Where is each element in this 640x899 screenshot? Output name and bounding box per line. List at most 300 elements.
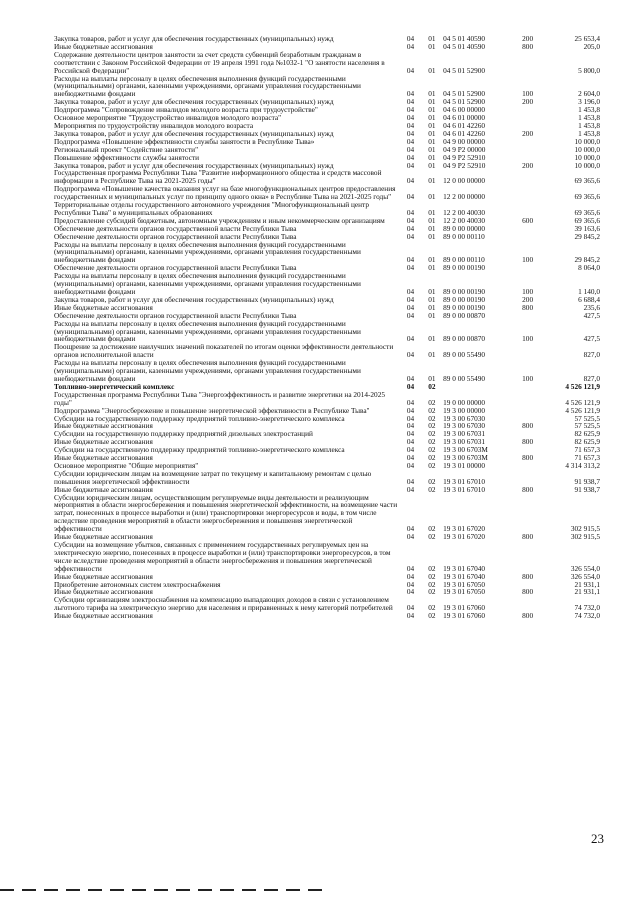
cell-csr: 04 6 01 00000 [443, 113, 486, 123]
cell-csr: 19 3 00 67030 [443, 421, 486, 431]
cell-csr: 04 5 01 40590 [443, 34, 486, 43]
cell-pr: 01 [428, 373, 436, 383]
cell-rz: 04 [406, 89, 415, 99]
cell-sum: 4 314 313,2 [565, 460, 600, 470]
cell-pr: 02 [428, 405, 436, 415]
cell-pr: 01 [428, 128, 436, 138]
cell-pr: 01 [428, 89, 436, 99]
cell-name: Поощрение за достижение наилучших значений показателей по итогам оценки эффективности деятельности органов исполнительной власти [54, 342, 394, 360]
cell-sum: 74 732,0 [574, 603, 600, 613]
cell-pr: 02 [428, 611, 436, 621]
cell-name: Иные бюджетные ассигнования [54, 421, 153, 431]
cell-vr [514, 51, 540, 75]
cell-name: Содержание деятельности центров занятости за счет средств субвенций безработным гражданам в соответствии с Законом Российской Федерации от 19 апреля 1991 года №1032-1 "О занятости населения в Российской Федерации" [54, 49, 385, 75]
cell-sum: 21 931,1 [574, 587, 600, 597]
cell-sum: 5 800,0 [578, 65, 600, 75]
table-row [54, 494, 600, 534]
cell-pr: 02 [428, 587, 436, 597]
cell-sum: 427,5 [583, 334, 600, 344]
cell-csr: 19 3 00 00000 [443, 405, 486, 415]
cell-rz: 04 [406, 421, 415, 431]
cell-name: Субсидии на возмещение убытков, связанных с применением государственных регулируемых цен на электрическую энергию, понесенных в процессе выработки и (или) транспортировки энергоресурсов, в том числе вследствие проведения мероприятий в области энергосбережения и повышения энергетической эффективности [54, 540, 391, 573]
cell-sum: 6 688,4 [578, 294, 600, 304]
cell-pr: 01 [428, 144, 436, 154]
cell-csr: 19 3 01 67020 [443, 532, 486, 542]
cell-pr: 01 [428, 263, 436, 273]
cell-vr [514, 114, 540, 122]
cell-csr: 19 3 01 67060 [443, 611, 486, 621]
cell-pr: 02 [428, 429, 436, 439]
cell-name: Субсидии организациям электроснабжения на компенсацию выпадающих доходов в связи с установлением льготного тарифа на электрическую энергию для населения и приравненных к нему категорий потребителей [54, 595, 393, 613]
cell-vr: 800 [522, 587, 534, 597]
cell-sum: 69 365,6 [574, 176, 600, 186]
cell-vr [514, 185, 540, 201]
table-row [54, 391, 600, 407]
cell-rz: 04 [406, 215, 415, 225]
cell-sum: 302 915,5 [570, 532, 600, 542]
cell-csr: 19 3 01 67020 [443, 524, 486, 534]
cell-csr: 89 0 00 00190 [443, 302, 486, 312]
cell-csr: 04 5 01 52900 [443, 89, 486, 99]
cell-csr [443, 383, 514, 391]
cell-sum: 29 845,2 [574, 231, 600, 241]
cell-rz: 04 [406, 532, 415, 542]
cell-name: Закупка товаров, работ и услуг для обеспечения государственных (муниципальных) нужд [54, 294, 334, 304]
footer-divider [0, 889, 330, 891]
cell-sum: 29 845,2 [574, 255, 600, 265]
page-number: 23 [591, 831, 604, 846]
cell-vr [514, 106, 540, 114]
cell-pr: 01 [428, 207, 436, 217]
cell-sum: 10 000,0 [574, 136, 600, 146]
cell-sum: 1 453,8 [578, 105, 600, 115]
cell-vr [514, 312, 540, 320]
cell-rz: 04 [406, 350, 415, 360]
cell-rz: 04 [406, 334, 415, 344]
cell-sum: 326 554,0 [570, 571, 600, 581]
cell-csr: 19 3 01 67060 [443, 603, 486, 613]
cell-name: Субсидии на государственную поддержку предприятий топливно-энергетического комплекса [54, 445, 345, 455]
cell-sum: 2 604,0 [578, 89, 600, 99]
cell-sum: 69 365,6 [574, 192, 600, 202]
cell-name: Иные бюджетные ассигнования [54, 571, 153, 581]
cell-pr: 02 [428, 413, 436, 423]
cell-rz: 04 [406, 176, 415, 186]
cell-rz: 04 [406, 34, 415, 43]
cell-rz: 04 [406, 231, 415, 241]
cell-vr [514, 225, 540, 233]
cell-name: Расходы на выплаты персоналу в целях обеспечения выполнения функций государственными (муниципальными) органами, казенными учреждениями, органами управления государственными внебюджетными фондами [54, 358, 361, 383]
cell-pr: 02 [428, 476, 436, 486]
cell-name: Приобретение автономных систем электроснабжения [54, 579, 221, 589]
cell-rz: 04 [406, 105, 415, 115]
cell-csr: 19 3 00 6703M [443, 453, 488, 463]
cell-name: Региональный проект "Содействие занятости" [54, 144, 199, 154]
cell-csr: 89 0 00 00190 [443, 287, 486, 296]
cell-vr [514, 407, 540, 415]
cell-pr: 02 [428, 421, 436, 431]
cell-sum: 827,0 [583, 350, 600, 360]
cell-rz: 04 [406, 160, 415, 170]
cell-pr: 01 [428, 215, 436, 225]
cell-name: Иные бюджетные ассигнования [54, 532, 153, 542]
cell-name: Основное мероприятие "Трудоустройство инвалидов молодого возраста" [54, 113, 282, 123]
cell-vr: 800 [522, 453, 534, 463]
cell-csr: 19 0 00 00000 [443, 397, 486, 407]
cell-csr: 04 9 P2 52910 [443, 152, 486, 162]
cell-vr [514, 201, 540, 217]
cell-pr: 01 [428, 302, 436, 312]
cell-vr: 100 [522, 287, 534, 296]
cell-name: Расходы на выплаты персоналу в целях обеспечения выполнения функций государственными (муниципальными) органами, казенными учреждениями, органами управления государственными внебюджетными фондами [54, 73, 361, 99]
cell-rz: 04 [406, 192, 415, 202]
cell-rz: 04 [406, 587, 415, 597]
cell-csr: 12 2 00 40030 [443, 207, 486, 217]
cell-vr: 800 [522, 302, 534, 312]
cell-csr: 04 9 P2 00000 [443, 144, 486, 154]
cell-name: Закупка товаров, работ и услуг для обеспечения государственных (муниципальных) нужд [54, 97, 334, 107]
cell-vr: 800 [522, 532, 534, 542]
cell-rz: 04 [406, 263, 415, 273]
cell-name: Субсидии на государственную поддержку предприятий топливно-энергетического комплекса [54, 413, 345, 423]
cell-pr: 01 [428, 152, 436, 162]
cell-name: Иные бюджетные ассигнования [54, 453, 153, 463]
cell-csr: 19 3 00 6703M [443, 445, 488, 455]
cell-csr: 04 5 01 52900 [443, 65, 486, 75]
cell-pr: 01 [428, 97, 436, 107]
cell-sum: 10 000,0 [574, 160, 600, 170]
cell-pr: 02 [428, 381, 436, 391]
cell-sum: 4 526 121,9 [565, 381, 600, 391]
cell-vr: 800 [522, 571, 534, 581]
cell-sum: 4 526 121,9 [565, 397, 600, 407]
cell-sum: 57 525,5 [574, 421, 600, 431]
cell-rz: 04 [406, 413, 415, 423]
cell-name: Обеспечение деятельности органов государственной власти Республики Тыва [54, 231, 297, 241]
cell-rz: 04 [406, 287, 415, 296]
cell-sum: 25 653,4 [574, 34, 600, 43]
cell-pr: 02 [428, 563, 436, 573]
cell-vr [514, 383, 540, 391]
cell-vr: 200 [522, 128, 534, 138]
cell-name: Подпрограмма "Энергосбережение и повышение энергетической эффективности в Республике Тыва" [54, 405, 370, 415]
cell-vr: 200 [522, 294, 534, 304]
cell-pr: 01 [428, 136, 436, 146]
cell-name: Иные бюджетные ассигнования [54, 302, 153, 312]
table-row [54, 541, 600, 573]
cell-csr: 04 9 00 00000 [443, 136, 486, 146]
cell-csr: 19 3 01 67010 [443, 476, 486, 486]
cell-pr: 01 [428, 113, 436, 123]
cell-csr: 19 3 01 00000 [443, 460, 486, 470]
cell-rz: 04 [406, 152, 415, 162]
cell-rz: 04 [406, 128, 415, 138]
cell-csr: 19 3 01 67040 [443, 563, 486, 573]
cell-csr: 89 0 00 00190 [443, 294, 486, 304]
cell-vr: 800 [522, 41, 534, 51]
cell-vr [514, 264, 540, 272]
cell-name: Иные бюджетные ассигнования [54, 437, 153, 447]
cell-csr: 89 0 00 00870 [443, 334, 486, 344]
cell-name: Расходы на выплаты персоналу в целях обеспечения выполнения функций государственными (муниципальными) органами, казенными учреждениями, органами управления государственными внебюджетными фондами [54, 318, 361, 344]
cell-csr: 19 3 00 67031 [443, 429, 486, 439]
cell-rz: 04 [406, 310, 415, 320]
cell-sum: 427,5 [583, 310, 600, 320]
cell-csr: 89 0 00 00190 [443, 263, 486, 273]
table-row [54, 470, 600, 486]
cell-vr [514, 169, 540, 185]
cell-sum: 1 140,0 [578, 287, 600, 296]
cell-vr [514, 541, 540, 573]
table-row [54, 359, 600, 383]
cell-name: Иные бюджетные ассигнования [54, 484, 153, 494]
table-row [54, 241, 600, 265]
cell-name: Государственная программа Республики Тыва "Энергоэффективность и развитие энергетики на 2014-2025 годы" [54, 389, 386, 407]
cell-rz: 04 [406, 41, 415, 51]
cell-vr: 800 [522, 421, 534, 431]
cell-pr: 02 [428, 437, 436, 447]
cell-pr: 01 [428, 294, 436, 304]
cell-csr: 89 0 00 00110 [443, 231, 485, 241]
table-row [54, 169, 600, 185]
cell-rz: 04 [406, 453, 415, 463]
cell-vr [514, 391, 540, 407]
cell-csr: 89 0 00 00110 [443, 255, 485, 265]
cell-csr: 04 9 P2 52910 [443, 160, 486, 170]
cell-pr: 02 [428, 579, 436, 589]
cell-pr: 01 [428, 287, 436, 296]
cell-sum: 8 064,0 [578, 263, 600, 273]
cell-name: Предоставление субсидий бюджетным, автономным учреждениям и иным некоммерческим организациям [54, 215, 385, 225]
cell-pr: 01 [428, 334, 436, 344]
cell-rz: 04 [406, 524, 415, 534]
cell-vr [514, 233, 540, 241]
cell-rz: 04 [406, 120, 415, 130]
cell-name: Основное мероприятие "Общие мероприятия" [54, 460, 199, 470]
cell-sum: 82 625,9 [574, 429, 600, 439]
cell-vr: 100 [522, 334, 534, 344]
cell-sum: 91 938,7 [574, 484, 600, 494]
cell-csr: 89 0 00 55490 [443, 350, 486, 360]
table-row [54, 320, 600, 344]
cell-name: Государственная программа Республики Тыва "Развитие информационного общества и средств массовой информации в Республике Тыва на 2021-2025 годы" [54, 168, 382, 186]
cell-sum: 21 931,1 [574, 579, 600, 589]
cell-csr: 89 0 00 00870 [443, 310, 486, 320]
cell-csr: 12 0 00 00000 [443, 176, 486, 186]
cell-name: Расходы на выплаты персоналу в целях обеспечения выполнения функций государственными (муниципальными) органами, казенными учреждениями, органами управления государственными внебюджетными фондами [54, 239, 361, 265]
cell-vr [514, 470, 540, 486]
cell-sum: 71 657,3 [574, 453, 600, 463]
cell-rz: 04 [406, 437, 415, 447]
cell-name: Иные бюджетные ассигнования [54, 611, 153, 621]
cell-name: Мероприятия по трудоустройству инвалидов молодого возраста [54, 120, 254, 130]
cell-vr [514, 138, 540, 146]
cell-pr: 01 [428, 310, 436, 320]
cell-name: Иные бюджетные ассигнования [54, 41, 153, 51]
table-row [54, 596, 600, 612]
cell-vr: 100 [522, 255, 534, 265]
cell-name: Обеспечение деятельности органов государственной власти Республики Тыва [54, 223, 297, 233]
cell-rz: 04 [406, 65, 415, 75]
cell-sum: 71 657,3 [574, 445, 600, 455]
cell-name: Субсидии юридическим лицам, осуществляющим регулируемые виды деятельности и реализующим мероприятия в области энергосбережения и повышения энергетической эффективности, на возмещение части затрат, понесенных в процессе выработки и (или) транспортировки энергоресурсов и воды, в том числе вследствие проведения мероприятий в области энергосбережения и повышения энергетической эффективности [54, 492, 398, 534]
cell-vr: 100 [522, 373, 534, 383]
cell-pr: 02 [428, 524, 436, 534]
cell-rz: 04 [406, 207, 415, 217]
cell-vr: 800 [522, 437, 534, 447]
cell-sum: 69 365,6 [574, 207, 600, 217]
cell-rz: 04 [406, 255, 415, 265]
cell-sum: 4 526 121,9 [565, 405, 600, 415]
cell-csr: 19 3 00 67031 [443, 437, 486, 447]
cell-rz: 04 [406, 136, 415, 146]
cell-pr: 01 [428, 350, 436, 360]
cell-csr: 19 3 00 67030 [443, 413, 486, 423]
cell-csr: 04 5 01 52900 [443, 97, 486, 107]
cell-sum: 1 453,8 [578, 128, 600, 138]
cell-csr: 89 0 00 00000 [443, 223, 486, 233]
cell-pr: 01 [428, 120, 436, 130]
cell-pr: 01 [428, 41, 436, 51]
cell-name: Обеспечение деятельности органов государственной власти Республики Тыва [54, 310, 297, 320]
cell-csr: 04 5 01 40590 [443, 41, 486, 51]
cell-name: Топливно-энергетический комплекс [54, 381, 175, 391]
table-row [54, 612, 600, 620]
cell-pr: 02 [428, 397, 436, 407]
cell-vr: 800 [522, 484, 534, 494]
cell-rz: 04 [406, 223, 415, 233]
cell-pr: 01 [428, 223, 436, 233]
cell-rz: 04 [406, 611, 415, 621]
cell-vr [514, 494, 540, 534]
table-row [54, 51, 600, 75]
table-row [54, 272, 600, 296]
cell-rz: 04 [406, 460, 415, 470]
cell-pr: 01 [428, 105, 436, 115]
cell-pr: 02 [428, 484, 436, 494]
cell-pr: 01 [428, 176, 436, 186]
cell-sum: 57 525,5 [574, 413, 600, 423]
cell-sum: 326 554,0 [570, 563, 600, 573]
cell-csr: 89 0 00 55490 [443, 373, 486, 383]
cell-name: Подпрограмма «Повышение эффективности службы занятости в Республике Тыва» [54, 136, 315, 146]
table-row [54, 75, 600, 99]
cell-sum: 10 000,0 [574, 152, 600, 162]
table-row [54, 201, 600, 217]
cell-vr: 800 [522, 611, 534, 621]
cell-rz: 04 [406, 381, 415, 391]
cell-rz: 04 [406, 97, 415, 107]
cell-csr: 04 6 01 42260 [443, 128, 486, 138]
cell-name: Подпрограмма "Сопровождение инвалидов молодого возраста при трудоустройстве" [54, 105, 318, 115]
cell-name: Обеспечение деятельности органов государственной власти Республики Тыва [54, 263, 297, 273]
cell-vr: 200 [522, 34, 534, 43]
cell-pr: 01 [428, 65, 436, 75]
cell-name: Закупка товаров, работ и услуг для обеспечения государственных (муниципальных) нужд [54, 34, 334, 43]
cell-csr: 12 2 00 00000 [443, 192, 486, 202]
cell-vr: 200 [522, 97, 534, 107]
cell-pr: 01 [428, 192, 436, 202]
cell-sum: 69 365,6 [574, 215, 600, 225]
cell-csr: 19 3 01 67040 [443, 571, 486, 581]
cell-name: Расходы на выплаты персоналу в целях обеспечения выполнения функций государственными (муниципальными) органами, казенными учреждениями, органами управления государственными внебюджетными фондами [54, 271, 361, 296]
cell-rz: 04 [406, 484, 415, 494]
cell-pr: 02 [428, 460, 436, 470]
cell-vr: 200 [522, 160, 534, 170]
cell-rz: 04 [406, 302, 415, 312]
cell-rz: 04 [406, 294, 415, 304]
cell-csr: 19 3 01 67050 [443, 579, 486, 589]
cell-sum: 39 163,6 [574, 223, 600, 233]
cell-name: Территориальные отделы государственного автономного учреждения "Многофункциональный центр Республики Тыва" в муниципальных образованиях [54, 200, 369, 217]
cell-name: Субсидии на государственную поддержку предприятий дизельных электростанций [54, 429, 313, 439]
cell-vr [514, 462, 540, 470]
cell-csr: 19 3 01 67050 [443, 587, 486, 597]
cell-name: Иные бюджетные ассигнования [54, 587, 153, 597]
cell-rz: 04 [406, 405, 415, 415]
cell-vr [514, 343, 540, 359]
cell-rz: 04 [406, 113, 415, 123]
cell-sum: 1 453,8 [578, 120, 600, 130]
cell-pr: 02 [428, 532, 436, 542]
cell-pr: 01 [428, 34, 436, 43]
cell-pr: 01 [428, 231, 436, 241]
cell-sum: 205,0 [583, 41, 600, 51]
cell-name: Закупка товаров, работ и услуг для обеспечения государственных (муниципальных) нужд [54, 128, 334, 138]
cell-sum: 10 000,0 [574, 144, 600, 154]
budget-table [54, 35, 600, 620]
cell-vr: 600 [522, 215, 534, 225]
cell-name: Повышение эффективности службы занятости [54, 152, 200, 162]
cell-rz: 04 [406, 571, 415, 581]
cell-rz: 04 [406, 144, 415, 154]
cell-sum: 91 938,7 [574, 476, 600, 486]
cell-csr: 12 2 00 40030 [443, 215, 486, 225]
cell-csr: 19 3 01 67010 [443, 484, 486, 494]
cell-pr: 01 [428, 255, 436, 265]
budget-table-body [54, 35, 600, 620]
cell-rz: 04 [406, 373, 415, 383]
cell-sum: 74 732,0 [574, 611, 600, 621]
cell-rz: 04 [406, 429, 415, 439]
cell-csr: 04 6 01 42260 [443, 120, 486, 130]
cell-rz: 04 [406, 603, 415, 613]
cell-sum: 82 625,9 [574, 437, 600, 447]
table-row [54, 343, 600, 359]
cell-sum: 827,0 [583, 373, 600, 383]
cell-pr: 02 [428, 571, 436, 581]
cell-rz: 04 [406, 579, 415, 589]
cell-name: Субсидии юридическим лицам на возмещение затрат по текущему и капитальному ремонтам с целью повышения энергетической эффективности [54, 468, 372, 486]
cell-sum: 3 196,0 [578, 97, 600, 107]
cell-pr: 02 [428, 453, 436, 463]
cell-rz: 04 [406, 397, 415, 407]
cell-rz: 04 [406, 563, 415, 573]
cell-vr [514, 596, 540, 612]
cell-name: Подпрограмма «Повышение качества оказания услуг на базе многофункциональных центров предоставления государственных и муниципальных услуг по принципу одного окна» в Республике Тыва на 2021-2025 годы" [54, 184, 396, 202]
cell-pr: 02 [428, 445, 436, 455]
cell-vr [514, 146, 540, 154]
cell-rz: 04 [406, 445, 415, 455]
cell-pr: 02 [428, 603, 436, 613]
cell-name: Закупка товаров, работ и услуг для обеспечения государственных (муниципальных) нужд [54, 160, 334, 170]
cell-csr: 04 6 00 00000 [443, 105, 486, 115]
cell-vr: 100 [522, 89, 534, 99]
cell-sum: 235,6 [583, 302, 600, 312]
cell-sum: 302 915,5 [570, 524, 600, 534]
table-row [54, 185, 600, 201]
cell-sum: 1 453,8 [578, 113, 600, 123]
